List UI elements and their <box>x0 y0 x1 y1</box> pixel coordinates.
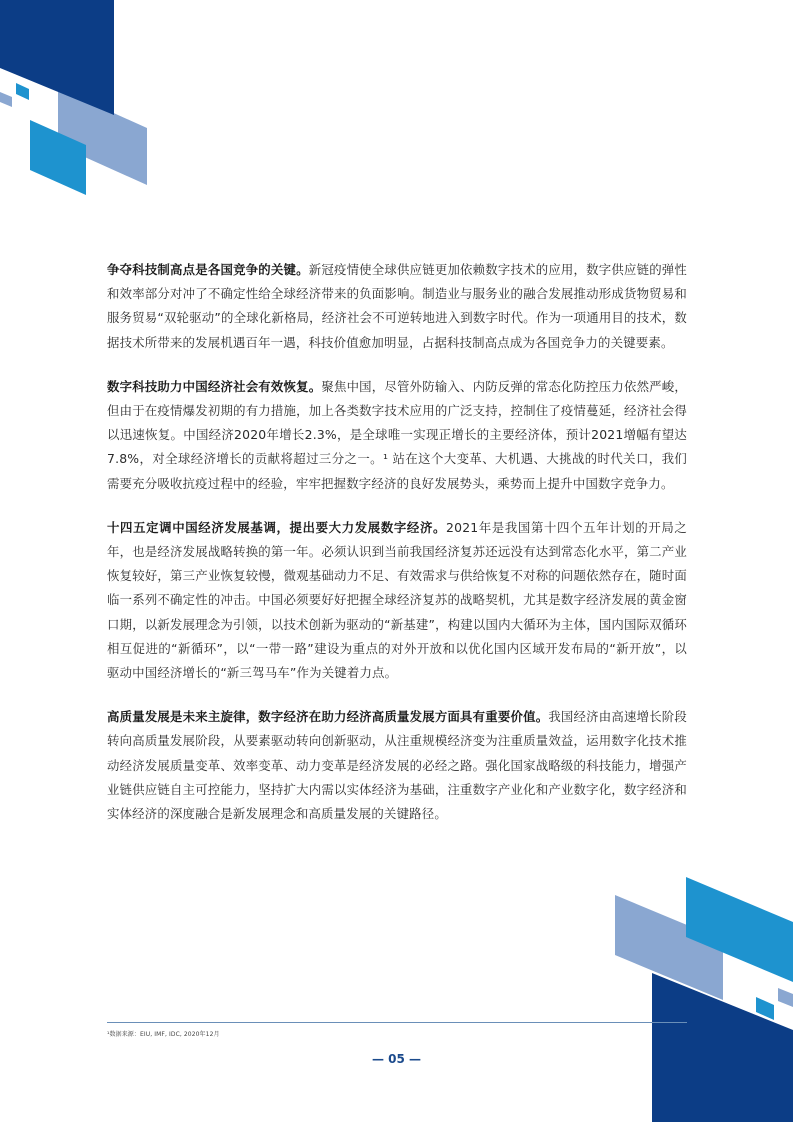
paragraph-body: 新冠疫情使全球供应链更加依赖数字技术的应用，数字供应链的弹性和效率部分对冲了不确定性给全球经济带来的负面影响。制造业与服务业的融合发展推动形成货物贸易和服务贸易“双轮驱动”的全球化新格局，经济社会不可逆转地进入到数字时代。作为一项通用目的技术，数据技术所带来的发展机遇百年一遇，科技价值愈加明显，占据科技制高点成为各国竞争力的关键要素。 <box>107 262 688 350</box>
main-content <box>107 258 687 846</box>
paragraph <box>107 258 687 355</box>
top-left-decoration <box>0 0 200 200</box>
paragraph <box>107 516 687 685</box>
paragraph <box>107 705 687 826</box>
paragraph-lead: 十四五定调中国经济发展基调，提出要大力发展数字经济。 <box>107 519 447 535</box>
paragraph-lead: 争夺科技制高点是各国竞争的关键。 <box>107 262 309 277</box>
paragraph-body: 聚焦中国，尽管外防输入、内防反弹的常态化防控压力依然严峻，但由于在疫情爆发初期的有力措施，加上各类数字技术应用的广泛支持，控制住了疫情蔓延，经济社会得以迅速恢复。中国经济2020年增长2.3%，是全球唯一实现正增长的主要经济体，预计2021增幅有望达7.8%，对全球经济增长的贡献将超过三分之一。¹ 站在这个大变革、大机遇、大挑战的时代关口，我们需要充分吸收抗疫过程中的经验，牢牢把握数字经济的良好发展势头，乘势而上提升中国数字竞争力。 <box>107 378 687 491</box>
paragraph-body: 2021年是我国第十四个五年计划的开局之年，也是经济发展战略转换的第一年。必须认识到当前我国经济复苏还远没有达到常态化水平，第二产业恢复较好，第三产业恢复较慢，微观基础动力不足、有效需求与供给恢复不对称的问题依然存在，随时面临一系列不确定性的冲击。中国必须要好好把握全球经济复苏的战略契机，尤其是数字经济发展的黄金窗口期，以新发展理念为引领，以技术创新为驱动的“新基建”，构建以国内大循环为主体，国内国际双循环相互促进的“新循环”，以“一带一路”建设为重点的对外开放和以优化国内区域开发布局的“新开放”，以驱动中国经济增长的“新三驾马车”作为关键着力点。 <box>107 519 687 681</box>
deco-small-light <box>0 92 12 107</box>
deco-navy-block <box>0 0 114 115</box>
footnote-divider <box>107 1022 687 1023</box>
paragraph-body: 我国经济由高速增长阶段转向高质量发展阶段，从要素驱动转向创新驱动，从注重规模经济变为注重质量效益，运用数字化技术推动经济发展质量变革、效率变革、动力变革是经济发展的必经之路。强化国家战略级的科技能力，增强产业链供应链自主可控能力，坚持扩大内需以实体经济为基础，注重数字产业化和产业数字化，数字经济和实体经济的深度融合是新发展理念和高质量发展的关键路径。 <box>107 709 688 822</box>
deco-small-light <box>778 988 793 1007</box>
paragraph-lead: 高质量发展是未来主旋律，数字经济在助力经济高质量发展方面具有重要价值。 <box>107 709 549 725</box>
footnote: ¹数据来源：EIU, IMF, IDC, 2020年12月 <box>107 1031 220 1038</box>
page-number: — 05 — <box>371 1052 422 1066</box>
paragraph <box>107 375 687 496</box>
paragraph-lead: 数字科技助力中国经济社会有效恢复。 <box>107 378 322 394</box>
deco-small-bright <box>16 83 29 100</box>
bottom-right-decoration <box>593 860 793 1122</box>
